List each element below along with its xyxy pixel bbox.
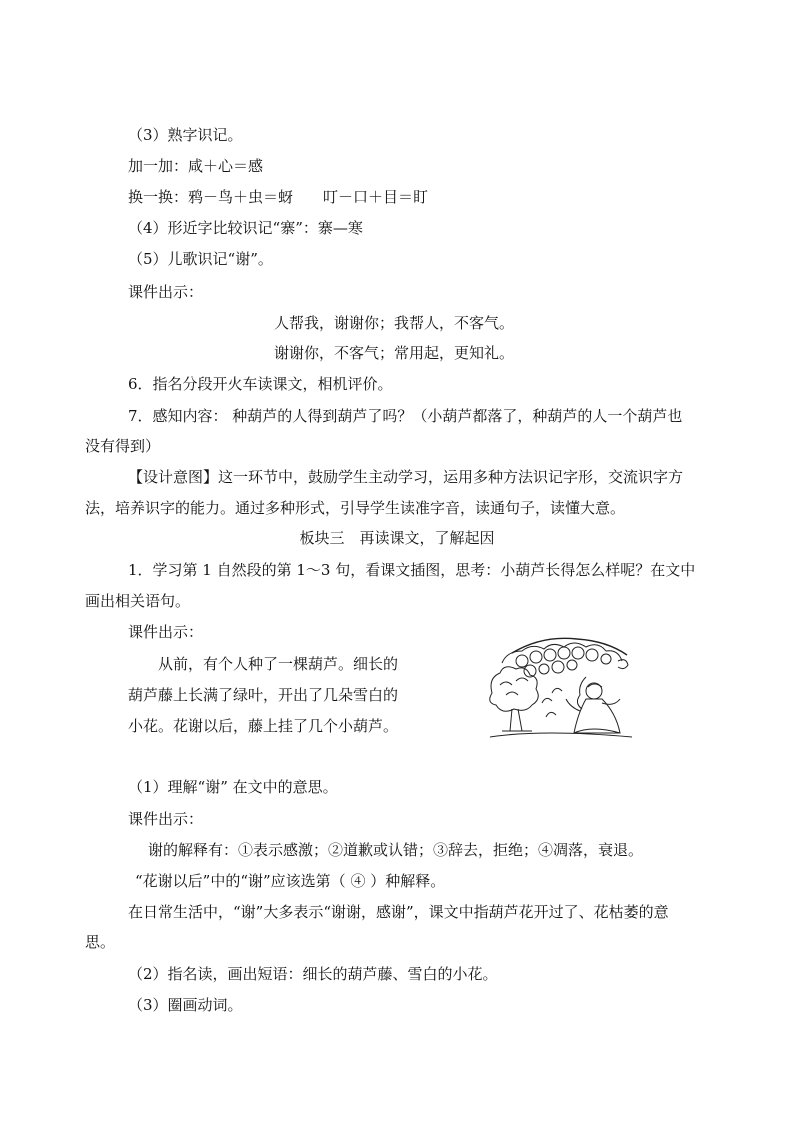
passage-line: 小花。花谢以后，藤上挂了几个小葫芦。 [128,717,399,735]
design-intent-line: 法，培养识字的能力。通过多种形式，引导学生读准字音，读通句子，读懂大意。 [85,499,626,517]
section-heading: 板块三 再读课文，了解起因 [299,529,495,547]
passage-line: 从前，有个人种了一棵葫芦。细长的 [158,655,399,673]
text-line: 谢的解释有：①表示感激；②道歉或认错；③辞去，拒绝；④凋落，衰退。 [148,841,644,859]
passage-line: 葫芦藤上长满了绿叶，开出了几朵雪白的 [128,686,399,704]
text-line: 没有得到） [85,437,161,455]
text-line: “花谢以后”中的“谢”应该选第（ ④ ）种解释。 [135,872,446,890]
design-intent-line: 【设计意图】这一环节中，鼓励学生主动学习，运用多种方法识记字形，交流识字方 [128,468,684,486]
text-line: 1．学习第 1 自然段的第 1～3 句，看课文插图，思考：小葫芦长得怎么样呢？在文中 [128,561,696,579]
text-line: （1）理解“谢” 在文中的意思。 [128,778,338,796]
text-line: 课件出示： [128,283,204,301]
text-line: （3）熟字识记。 [128,126,243,144]
text-line: （3）圈画动词。 [128,996,243,1014]
text-line: 课件出示： [128,810,204,828]
text-line: 思。 [85,933,116,951]
text-line: （4）形近字比较识记“寨”：寨—寒 [128,219,363,237]
text-line: 画出相关语句。 [85,592,191,610]
text-line: 加一加：咸＋心＝感 [128,157,264,175]
text-line: 在日常生活中，“谢”大多表示“谢谢，感谢”，课文中指葫芦花开过了、花枯萎的意 [128,903,669,921]
text-line: （2）指名读，画出短语：细长的葫芦藤、雪白的小花。 [128,965,498,983]
gourd-vine-illustration [482,633,640,743]
rhyme-line: 谢谢你，不客气；常用起，更知礼。 [274,344,515,362]
text-line: 7．感知内容： 种葫芦的人得到葫芦了吗？（小葫芦都落了，种葫芦的人一个葫芦也 [128,407,683,425]
text-line: 课件出示： [128,623,204,641]
text-line: 换一换：鸦－鸟＋虫＝蚜 叮－口＋目＝盯 [128,188,429,206]
rhyme-line: 人帮我，谢谢你；我帮人，不客气。 [274,314,515,332]
text-line: （5）儿歌识记“谢”。 [128,250,273,268]
text-line: 6．指名分段开火车读课文，相机评价。 [128,375,393,393]
